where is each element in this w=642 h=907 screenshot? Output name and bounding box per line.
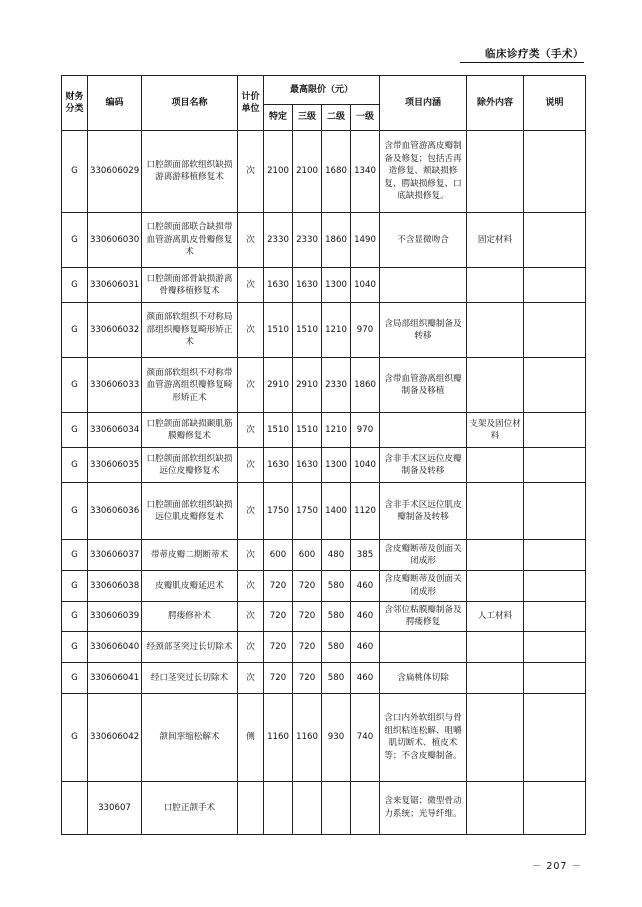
note-cell [524,601,586,632]
header-unit: 计价单位 [238,76,264,131]
special-price-cell: 1160 [264,693,293,781]
content-cell [380,413,467,448]
name-cell: 带蒂皮瓣二期断蒂术 [142,540,238,571]
name-cell: 皮瓣肌皮瓣延迟术 [142,570,238,601]
category-cell: G [62,358,88,413]
level3-price-cell: 720 [293,570,322,601]
note-cell [524,482,586,539]
name-cell: 颜面部软组织不对称带血管游离组织瓣修复畸形矫正术 [142,358,238,413]
note-cell [524,570,586,601]
level3-price-cell: 2100 [293,131,322,213]
header-note: 说明 [524,76,586,131]
level2-price-cell: 480 [322,540,351,571]
special-price-cell: 600 [264,540,293,571]
exclusion-cell [467,663,524,694]
note-cell [524,693,586,781]
header-code: 编码 [88,76,142,131]
special-price-cell: 2910 [264,358,293,413]
category-cell: G [62,663,88,694]
unit-cell: 次 [238,131,264,213]
exclusion-cell [467,302,524,357]
note-cell [524,540,586,571]
table-row [62,131,586,213]
category-cell: G [62,212,88,267]
level3-price-cell: 1510 [293,302,322,357]
level1-price-cell: 1490 [351,212,380,267]
level3-price-cell: 1510 [293,413,322,448]
special-price-cell: 2100 [264,131,293,213]
content-cell: 含带血管游离皮瓣制备及修复；包括舌再造修复、颊缺损修复、腭缺损修复、口底缺损修复。 [380,131,467,213]
level3-price-cell: 1630 [293,448,322,483]
level2-price-cell: 580 [322,632,351,663]
code-cell: 330606035 [88,448,142,483]
level2-price-cell: 1210 [322,413,351,448]
level1-price-cell: 1040 [351,268,380,303]
level3-price-cell: 1160 [293,693,322,781]
header-level2: 二级 [322,105,351,131]
header-category: 财务分类 [62,76,88,131]
content-cell [380,268,467,303]
level1-price-cell: 1040 [351,448,380,483]
content-cell: 不含显微吻合 [380,212,467,267]
special-price-cell: 720 [264,632,293,663]
unit-cell: 次 [238,570,264,601]
header-content: 项目内涵 [380,76,467,131]
exclusion-cell [467,358,524,413]
category-cell: G [62,302,88,357]
special-price-cell: 2330 [264,212,293,267]
level2-price-cell: 580 [322,570,351,601]
category-cell: G [62,570,88,601]
header-special: 特定 [264,105,293,131]
name-cell: 颌间挛缩松解术 [142,693,238,781]
special-price-cell: 1750 [264,482,293,539]
price-table [61,75,586,835]
unit-cell: 侧 [238,693,264,781]
category-cell: G [62,540,88,571]
table-row [62,632,586,663]
page-header-title: 临床诊疗类（手术） [485,48,584,60]
level2-price-cell: 930 [322,693,351,781]
level1-price-cell: 460 [351,570,380,601]
unit-cell: 次 [238,482,264,539]
content-cell: 含带血管游离组织瓣制备及移植 [380,358,467,413]
note-cell [524,663,586,694]
exclusion-cell [467,448,524,483]
name-cell: 经口茎突过长切除术 [142,663,238,694]
note-cell [524,212,586,267]
unit-cell: 次 [238,302,264,357]
code-cell: 330606042 [88,693,142,781]
category-cell: G [62,131,88,213]
content-cell: 含皮瓣断蒂及创面关闭成形 [380,540,467,571]
name-cell: 口腔颌面部软组织缺损远位皮瓣修复术 [142,448,238,483]
special-price-cell: 1630 [264,448,293,483]
code-cell: 330606038 [88,570,142,601]
category-cell: G [62,448,88,483]
table-row [62,302,586,357]
level1-price-cell: 460 [351,632,380,663]
name-cell: 颜面部软组织不对称局部组织瓣修复畸形矫正术 [142,302,238,357]
code-cell: 330606036 [88,482,142,539]
code-cell: 330606033 [88,358,142,413]
header-level3: 三级 [293,105,322,131]
exclusion-cell: 支架及固位材料 [467,413,524,448]
unit-cell: 次 [238,268,264,303]
level1-price-cell: 385 [351,540,380,571]
content-cell: 含非手术区远位皮瓣制备及转移 [380,448,467,483]
special-price-cell: 720 [264,570,293,601]
code-cell: 330606039 [88,601,142,632]
exclusion-cell [467,131,524,213]
page-number: － 207 － [531,861,582,872]
level2-price-cell: 1680 [322,131,351,213]
level2-price-cell [322,781,351,834]
exclusion-cell: 人工材料 [467,601,524,632]
exclusion-cell [467,268,524,303]
category-cell [62,781,88,834]
level2-price-cell: 580 [322,663,351,694]
level2-price-cell: 2330 [322,358,351,413]
content-cell: 含来复锯；微型骨动力系统；光导纤维。 [380,781,467,834]
level3-price-cell: 600 [293,540,322,571]
unit-cell: 次 [238,663,264,694]
level1-price-cell: 1860 [351,358,380,413]
name-cell: 口腔颌面部骨缺损游离骨瓣移植修复术 [142,268,238,303]
content-cell: 含口内外软组织与骨组织粘连松解、咀嚼肌切断术、植皮术等；不含皮瓣制备。 [380,693,467,781]
level1-price-cell: 1340 [351,131,380,213]
level1-price-cell: 1120 [351,482,380,539]
unit-cell: 次 [238,413,264,448]
category-cell: G [62,693,88,781]
level1-price-cell: 740 [351,693,380,781]
unit-cell: 次 [238,212,264,267]
level2-price-cell: 1300 [322,448,351,483]
exclusion-cell [467,570,524,601]
content-cell [380,632,467,663]
table-row [62,413,586,448]
code-cell: 330606041 [88,663,142,694]
content-cell: 含扁桃体切除 [380,663,467,694]
name-cell: 口腔颌面部联合缺损带血管游离肌皮骨瓣修复术 [142,212,238,267]
level3-price-cell: 720 [293,632,322,663]
section-row [62,781,586,834]
unit-cell: 次 [238,540,264,571]
special-price-cell: 1510 [264,302,293,357]
note-cell [524,781,586,834]
code-cell: 330606029 [88,131,142,213]
note-cell [524,413,586,448]
exclusion-cell [467,693,524,781]
table-row [62,358,586,413]
level2-price-cell: 1860 [322,212,351,267]
table-header-row-1 [62,76,586,105]
code-cell: 330606030 [88,212,142,267]
unit-cell: 次 [238,632,264,663]
level2-price-cell: 1210 [322,302,351,357]
table-row [62,482,586,539]
level1-price-cell [351,781,380,834]
content-cell: 含非手术区远位肌皮瓣制备及转移 [380,482,467,539]
special-price-cell: 720 [264,663,293,694]
table-row [62,268,586,303]
code-cell: 330606040 [88,632,142,663]
table-body [62,131,586,835]
table-row [62,570,586,601]
code-cell: 330606034 [88,413,142,448]
level3-price-cell: 2330 [293,212,322,267]
table-row [62,693,586,781]
code-cell: 330606032 [88,302,142,357]
note-cell [524,448,586,483]
table-row [62,212,586,267]
code-cell: 330607 [88,781,142,834]
content-cell: 含邻位粘膜瓣制备及腭瘘修复 [380,601,467,632]
exclusion-cell [467,482,524,539]
name-cell: 腭瘘修补术 [142,601,238,632]
special-price-cell: 1630 [264,268,293,303]
code-cell: 330606037 [88,540,142,571]
category-cell: G [62,268,88,303]
level1-price-cell: 460 [351,601,380,632]
level3-price-cell: 1630 [293,268,322,303]
category-cell: G [62,482,88,539]
level1-price-cell: 970 [351,413,380,448]
special-price-cell [264,781,293,834]
header-level1: 一级 [351,105,380,131]
special-price-cell: 720 [264,601,293,632]
name-cell: 口腔颌面部软组织缺损远位肌皮瓣修复术 [142,482,238,539]
name-cell: 口腔颌面部缺损颞肌筋膜瓣修复术 [142,413,238,448]
header-rule [460,62,584,63]
unit-cell: 次 [238,358,264,413]
special-price-cell: 1510 [264,413,293,448]
table-row [62,663,586,694]
code-cell: 330606031 [88,268,142,303]
exclusion-cell [467,540,524,571]
exclusion-cell: 固定材料 [467,212,524,267]
level3-price-cell [293,781,322,834]
category-cell: G [62,413,88,448]
content-cell: 含局部组织瓣制备及转移 [380,302,467,357]
level2-price-cell: 1300 [322,268,351,303]
unit-cell: 次 [238,448,264,483]
table-row [62,601,586,632]
name-cell: 经颈部茎突过长切除术 [142,632,238,663]
note-cell [524,632,586,663]
category-cell: G [62,601,88,632]
header-exclusion: 除外内容 [467,76,524,131]
table-row [62,540,586,571]
name-cell: 口腔正颌手术 [142,781,238,834]
level3-price-cell: 1750 [293,482,322,539]
table-row [62,448,586,483]
level3-price-cell: 2910 [293,358,322,413]
exclusion-cell [467,632,524,663]
note-cell [524,268,586,303]
level3-price-cell: 720 [293,663,322,694]
level2-price-cell: 1400 [322,482,351,539]
note-cell [524,358,586,413]
level1-price-cell: 970 [351,302,380,357]
level1-price-cell: 460 [351,663,380,694]
content-cell: 含皮瓣断蒂及创面关闭成形 [380,570,467,601]
unit-cell: 次 [238,601,264,632]
exclusion-cell [467,781,524,834]
note-cell [524,302,586,357]
name-cell: 口腔颌面部软组织缺损游离游移植修复术 [142,131,238,213]
category-cell: G [62,632,88,663]
level2-price-cell: 580 [322,601,351,632]
level3-price-cell: 720 [293,601,322,632]
header-max-price: 最高限价（元） [264,76,380,105]
header-name: 项目名称 [142,76,238,131]
unit-cell [238,781,264,834]
note-cell [524,131,586,213]
